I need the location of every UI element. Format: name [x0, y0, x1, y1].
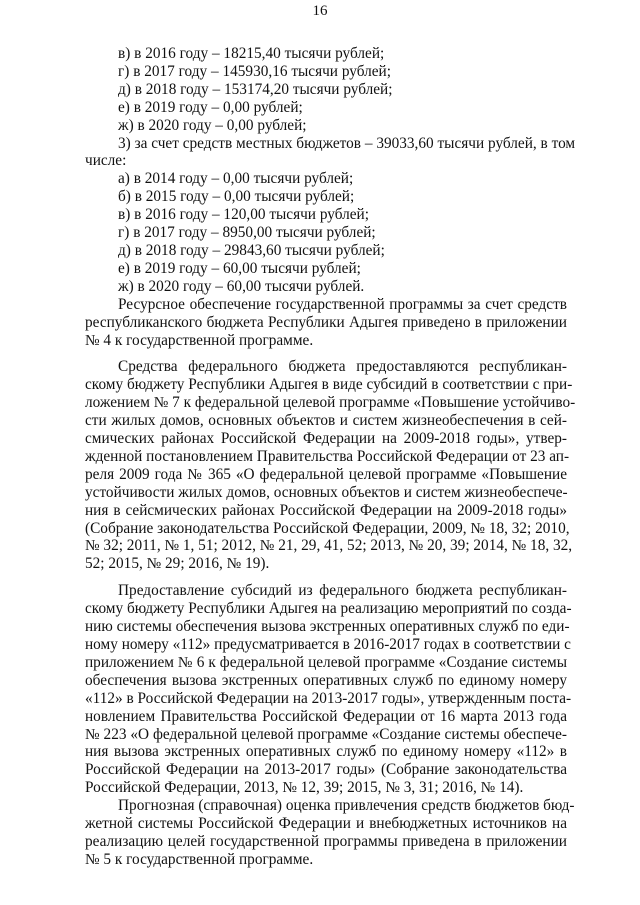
paragraph-line: ния в сейсмических районах Российской Федерации на 2009-2018 годы»	[85, 501, 567, 519]
paragraph-forecast-estimate	[85, 797, 575, 869]
paragraph-line: (Собрание законодательства Российской Федерации, 2009, № 18, 32; 2010,	[85, 519, 570, 537]
document-body	[85, 45, 576, 869]
paragraph-line: сти жилых домов, основных объектов и систем жизнеобеспечения в сей-	[85, 412, 567, 430]
list-item: е) в 2019 году – 60,00 тысячи рублей;	[118, 259, 361, 277]
paragraph-line: Ресурсное обеспечение государственной программы за счет средств	[118, 295, 567, 313]
paragraph-line: ложением № 7 к федеральной целевой программе «Повышение устойчиво-	[85, 394, 576, 412]
list-item: в) в 2016 году – 18215,40 тысячи рублей;	[118, 45, 385, 62]
list-item: е) в 2019 году – 0,00 рублей;	[118, 98, 303, 116]
paragraph-line: № 32; 2011, № 1, 51; 2012, № 21, 29, 41, 52; 2013, № 20, 39; 2014, № 18, 32,	[85, 537, 573, 555]
paragraph-line: Российской Федерации на 2013-2017 годы» (Собрание законодательства	[85, 761, 567, 779]
local-budget-line-2: числе:	[85, 152, 127, 170]
paragraph-line: республиканского бюджета Республики Адыгея приведено в приложении	[85, 313, 567, 331]
paragraph-line: скому бюджету Республики Адыгея на реализацию мероприятий по созда-	[85, 600, 572, 618]
paragraph-line: № 5 к государственной программе.	[85, 850, 314, 868]
list-item: б) в 2015 году – 0,00 тысячи рублей;	[118, 188, 355, 206]
paragraph-line: жденной постановлением Правительства Российской Федерации от 23 ап-	[85, 447, 570, 465]
local-budget-line-1: 3) за счет средств местных бюджетов – 39033,60 тысячи рублей, в том	[118, 134, 576, 152]
list-item: ж) в 2020 году – 60,00 тысячи рублей.	[118, 277, 365, 295]
paragraph-line: устойчивости жилых домов, основных объектов и систем жизнеобеспече-	[85, 483, 568, 501]
paragraph-line: ния вызова экстренных оперативных служб по единому номеру «112» в	[85, 743, 567, 761]
paragraph-line: Российской Федерации, 2013, № 12, 39; 2015, № 3, 31; 2016, № 14).	[85, 779, 524, 797]
paragraph-line: обеспечения вызова экстренных оперативных служб по единому номеру	[85, 671, 567, 689]
paragraph-line: ному номеру «112» предусматривается в 2016-2017 годах в соответствии с	[85, 636, 571, 653]
paragraph-subsidies-112	[85, 582, 572, 797]
local-budget-heading	[85, 134, 576, 171]
paragraph-line: скому бюджету Республики Адыгея в виде субсидий в соответствии с при-	[85, 376, 573, 394]
paragraph-line: смических районах Российской Федерации на 2009-2018 годы», утвер-	[85, 430, 567, 448]
paragraph-line: нию системы обеспечения вызова экстренных оперативных служб по еди-	[85, 618, 570, 636]
paragraph-line: реля 2009 года № 365 «О федеральной целевой программе «Повышение	[85, 465, 567, 483]
list-item: г) в 2017 году – 145930,16 тысячи рублей;	[118, 62, 391, 80]
paragraph-line: приложением № 6 к федеральной целевой программе «Создание системы	[85, 653, 567, 671]
local-budget-years-list	[85, 170, 567, 295]
paragraph-line: № 223 «О федеральной целевой программе «Создание системы обеспече-	[85, 725, 567, 743]
paragraph-line: Предоставление субсидий из федерального бюджета республикан-	[118, 582, 567, 600]
paragraph-line: № 4 к государственной программе.	[85, 331, 314, 349]
list-item: ж) в 2020 году – 0,00 рублей;	[118, 116, 307, 134]
list-item: д) в 2018 году – 29843,60 тысячи рублей;	[118, 241, 385, 259]
list-item: д) в 2018 году – 153174,20 тысячи рублей;	[118, 80, 393, 98]
paragraph-line: «112» в Российской Федерации на 2013-2017 годы», утвержденным поста-	[85, 689, 572, 707]
paragraph-line: Средства федерального бюджета предоставляются республикан-	[118, 358, 567, 376]
list-item: г) в 2017 году – 8950,00 тысячи рублей;	[118, 224, 376, 242]
paragraph-federal-budget	[85, 358, 576, 573]
paragraph-line: 52; 2015, № 29; 2016, № 19).	[85, 555, 270, 573]
page-number: 16	[312, 3, 328, 19]
paragraph-line: новлением Правительства Российской Федерации от 16 марта 2013 года	[85, 707, 567, 725]
list-item: в) в 2016 году – 120,00 тысячи рублей;	[118, 206, 369, 224]
paragraph-line: Прогнозная (справочная) оценка привлечения средств бюджетов бюд-	[118, 797, 575, 815]
paragraph-line: жетной системы Российской Федерации и внебюджетных источников на	[85, 815, 567, 833]
paragraph-republican-budget	[85, 296, 567, 350]
paragraph-line: реализацию целей государственной программы приведена в приложении	[85, 832, 567, 850]
regional-budget-years-list	[85, 45, 567, 135]
list-item: а) в 2014 году – 0,00 тысячи рублей;	[118, 170, 354, 188]
